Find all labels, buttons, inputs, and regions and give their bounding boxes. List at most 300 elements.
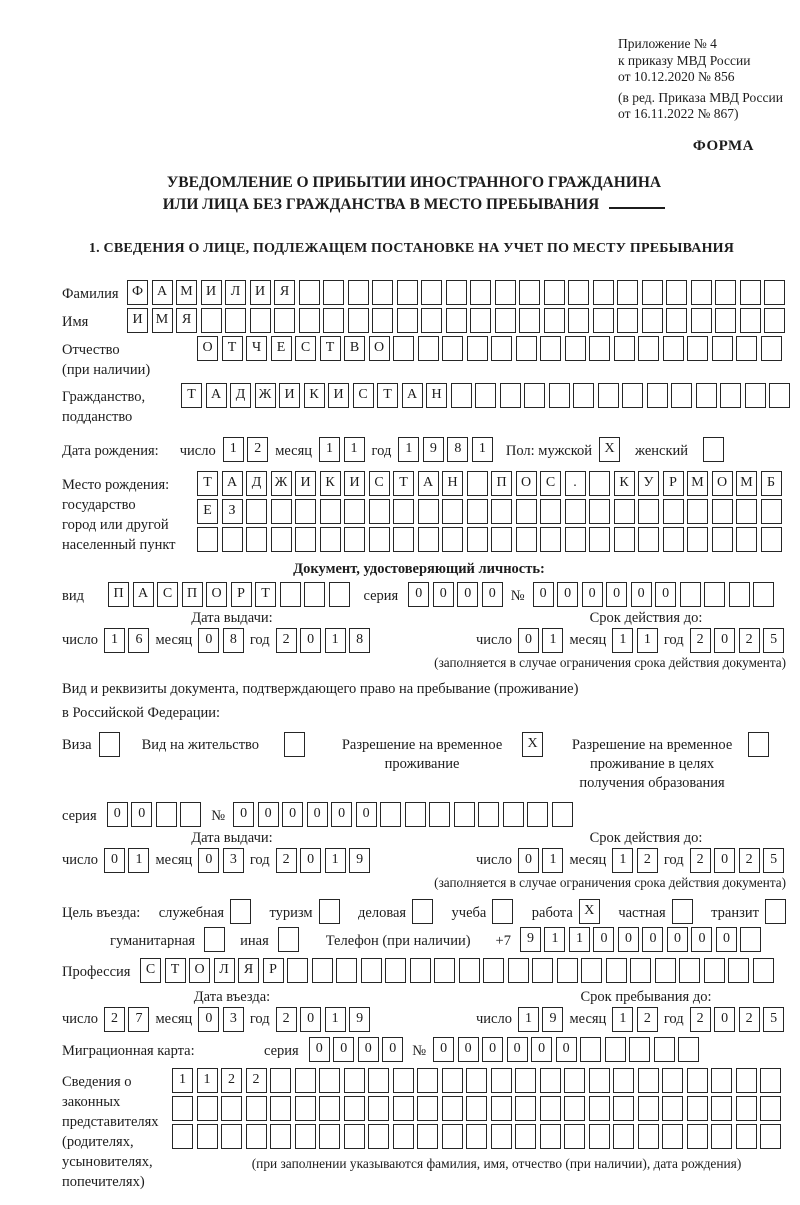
form-cell[interactable] <box>491 336 512 361</box>
form-cell[interactable] <box>299 308 320 333</box>
checkbox[interactable] <box>278 927 299 952</box>
form-cell[interactable] <box>319 1096 340 1121</box>
form-cell[interactable] <box>470 308 491 333</box>
form-cell[interactable] <box>580 1037 601 1062</box>
form-cell[interactable] <box>593 280 614 305</box>
form-cell[interactable] <box>478 802 499 827</box>
form-cell[interactable]: С <box>369 471 390 496</box>
form-cell[interactable]: 0 <box>507 1037 528 1062</box>
form-cell[interactable] <box>589 336 610 361</box>
form-cell[interactable] <box>271 527 292 552</box>
form-cell[interactable] <box>221 1096 242 1121</box>
form-cell[interactable] <box>527 802 548 827</box>
form-cell[interactable] <box>515 1124 536 1149</box>
form-cell[interactable] <box>565 527 586 552</box>
form-cell[interactable] <box>662 1124 683 1149</box>
form-cell[interactable] <box>715 280 736 305</box>
form-cell[interactable] <box>729 582 750 607</box>
form-cell[interactable] <box>679 958 700 983</box>
checkbox[interactable] <box>412 899 433 924</box>
form-cell[interactable] <box>760 1124 781 1149</box>
form-cell[interactable]: 3 <box>223 1007 244 1032</box>
form-cell[interactable] <box>429 802 450 827</box>
form-cell[interactable] <box>320 527 341 552</box>
form-cell[interactable] <box>753 582 774 607</box>
form-cell[interactable] <box>740 927 761 952</box>
form-cell[interactable]: 8 <box>447 437 468 462</box>
form-cell[interactable]: 1 <box>542 848 563 873</box>
form-cell[interactable]: 1 <box>612 1007 633 1032</box>
form-cell[interactable]: С <box>157 582 178 607</box>
form-cell[interactable]: 1 <box>398 437 419 462</box>
form-cell[interactable] <box>544 280 565 305</box>
form-cell[interactable]: М <box>176 280 197 305</box>
form-cell[interactable] <box>638 499 659 524</box>
form-cell[interactable]: Е <box>271 336 292 361</box>
form-cell[interactable]: А <box>206 383 227 408</box>
form-cell[interactable]: Т <box>181 383 202 408</box>
form-cell[interactable]: 0 <box>557 582 578 607</box>
form-cell[interactable] <box>696 383 717 408</box>
form-cell[interactable] <box>467 499 488 524</box>
form-cell[interactable]: 1 <box>544 927 565 952</box>
form-cell[interactable]: 0 <box>198 628 219 653</box>
form-cell[interactable] <box>764 280 785 305</box>
form-cell[interactable] <box>421 280 442 305</box>
form-cell[interactable] <box>495 280 516 305</box>
checkbox[interactable] <box>204 927 225 952</box>
form-cell[interactable] <box>598 383 619 408</box>
form-cell[interactable] <box>663 336 684 361</box>
form-cell[interactable]: Я <box>238 958 259 983</box>
form-cell[interactable] <box>568 280 589 305</box>
form-cell[interactable] <box>491 1096 512 1121</box>
form-cell[interactable] <box>344 527 365 552</box>
form-cell[interactable]: Ж <box>271 471 292 496</box>
form-cell[interactable] <box>446 280 467 305</box>
form-cell[interactable] <box>736 1096 757 1121</box>
form-cell[interactable] <box>454 802 475 827</box>
form-cell[interactable]: 0 <box>233 802 254 827</box>
checkbox[interactable] <box>230 899 251 924</box>
form-cell[interactable]: 0 <box>482 582 503 607</box>
form-cell[interactable]: 0 <box>582 582 603 607</box>
form-cell[interactable] <box>745 383 766 408</box>
form-cell[interactable] <box>589 1124 610 1149</box>
form-cell[interactable]: С <box>540 471 561 496</box>
form-cell[interactable]: М <box>687 471 708 496</box>
form-cell[interactable] <box>764 308 785 333</box>
form-cell[interactable] <box>540 336 561 361</box>
form-cell[interactable] <box>246 1124 267 1149</box>
form-cell[interactable] <box>503 802 524 827</box>
form-cell[interactable]: П <box>108 582 129 607</box>
form-cell[interactable]: 0 <box>258 802 279 827</box>
form-cell[interactable] <box>593 308 614 333</box>
checkbox[interactable] <box>748 732 769 757</box>
form-cell[interactable] <box>614 527 635 552</box>
checkbox[interactable] <box>672 899 693 924</box>
form-cell[interactable]: 0 <box>691 927 712 952</box>
form-cell[interactable]: 2 <box>276 628 297 653</box>
form-cell[interactable]: 0 <box>556 1037 577 1062</box>
form-cell[interactable] <box>221 1124 242 1149</box>
form-cell[interactable] <box>280 582 301 607</box>
form-cell[interactable] <box>711 1124 732 1149</box>
form-cell[interactable] <box>344 1068 365 1093</box>
form-cell[interactable]: П <box>491 471 512 496</box>
form-cell[interactable]: Л <box>214 958 235 983</box>
form-cell[interactable] <box>712 499 733 524</box>
form-cell[interactable] <box>568 308 589 333</box>
form-cell[interactable]: 1 <box>223 437 244 462</box>
form-cell[interactable] <box>369 499 390 524</box>
form-cell[interactable] <box>687 1124 708 1149</box>
form-cell[interactable] <box>642 308 663 333</box>
form-cell[interactable] <box>295 1096 316 1121</box>
form-cell[interactable]: 0 <box>282 802 303 827</box>
form-cell[interactable]: 0 <box>300 848 321 873</box>
form-cell[interactable]: Т <box>377 383 398 408</box>
form-cell[interactable] <box>393 1068 414 1093</box>
form-cell[interactable] <box>655 958 676 983</box>
form-cell[interactable] <box>678 1037 699 1062</box>
form-cell[interactable] <box>736 499 757 524</box>
form-cell[interactable]: 1 <box>518 1007 539 1032</box>
form-cell[interactable]: 5 <box>763 628 784 653</box>
checkbox[interactable] <box>703 437 724 462</box>
form-cell[interactable] <box>410 958 431 983</box>
checkbox[interactable] <box>99 732 120 757</box>
form-cell[interactable]: 2 <box>276 848 297 873</box>
form-cell[interactable] <box>581 958 602 983</box>
form-cell[interactable] <box>711 1096 732 1121</box>
form-cell[interactable]: З <box>222 499 243 524</box>
form-cell[interactable] <box>687 499 708 524</box>
form-cell[interactable] <box>564 1124 585 1149</box>
form-cell[interactable] <box>647 383 668 408</box>
form-cell[interactable] <box>295 527 316 552</box>
form-cell[interactable] <box>197 1124 218 1149</box>
form-cell[interactable] <box>760 1068 781 1093</box>
form-cell[interactable]: А <box>222 471 243 496</box>
form-cell[interactable]: И <box>201 280 222 305</box>
form-cell[interactable]: 0 <box>518 628 539 653</box>
form-cell[interactable]: 0 <box>198 1007 219 1032</box>
form-cell[interactable]: 1 <box>612 848 633 873</box>
form-cell[interactable] <box>704 582 725 607</box>
form-cell[interactable]: 1 <box>325 1007 346 1032</box>
form-cell[interactable] <box>397 308 418 333</box>
form-cell[interactable]: 2 <box>246 1068 267 1093</box>
form-cell[interactable]: 2 <box>690 1007 711 1032</box>
form-cell[interactable] <box>519 308 540 333</box>
form-cell[interactable]: 2 <box>690 848 711 873</box>
form-cell[interactable] <box>761 499 782 524</box>
form-cell[interactable] <box>319 1068 340 1093</box>
form-cell[interactable] <box>540 1068 561 1093</box>
form-cell[interactable] <box>715 308 736 333</box>
form-cell[interactable] <box>565 336 586 361</box>
form-cell[interactable] <box>736 1068 757 1093</box>
form-cell[interactable] <box>544 308 565 333</box>
form-cell[interactable] <box>524 383 545 408</box>
form-cell[interactable] <box>540 1096 561 1121</box>
form-cell[interactable]: 0 <box>433 1037 454 1062</box>
form-cell[interactable]: 0 <box>631 582 652 607</box>
form-cell[interactable] <box>442 336 463 361</box>
form-cell[interactable] <box>417 1068 438 1093</box>
form-cell[interactable] <box>491 499 512 524</box>
form-cell[interactable] <box>393 336 414 361</box>
form-cell[interactable]: 0 <box>131 802 152 827</box>
form-cell[interactable] <box>613 1068 634 1093</box>
form-cell[interactable] <box>589 1096 610 1121</box>
form-cell[interactable] <box>442 499 463 524</box>
form-cell[interactable] <box>662 1068 683 1093</box>
form-cell[interactable] <box>361 958 382 983</box>
form-cell[interactable]: С <box>140 958 161 983</box>
form-cell[interactable]: Р <box>263 958 284 983</box>
form-cell[interactable]: И <box>250 280 271 305</box>
form-cell[interactable] <box>728 958 749 983</box>
form-cell[interactable]: 1 <box>104 628 125 653</box>
form-cell[interactable] <box>299 280 320 305</box>
form-cell[interactable] <box>671 383 692 408</box>
form-cell[interactable] <box>712 527 733 552</box>
form-cell[interactable]: Ж <box>255 383 276 408</box>
form-cell[interactable] <box>687 336 708 361</box>
form-cell[interactable]: И <box>344 471 365 496</box>
form-cell[interactable]: 0 <box>307 802 328 827</box>
form-cell[interactable] <box>557 958 578 983</box>
form-cell[interactable] <box>197 1096 218 1121</box>
form-cell[interactable] <box>638 1068 659 1093</box>
form-cell[interactable] <box>418 527 439 552</box>
form-cell[interactable] <box>466 1096 487 1121</box>
form-cell[interactable] <box>540 1124 561 1149</box>
form-cell[interactable]: 0 <box>300 1007 321 1032</box>
form-cell[interactable] <box>622 383 643 408</box>
form-cell[interactable] <box>495 308 516 333</box>
form-cell[interactable]: К <box>304 383 325 408</box>
form-cell[interactable]: И <box>295 471 316 496</box>
form-cell[interactable] <box>172 1124 193 1149</box>
form-cell[interactable] <box>516 499 537 524</box>
form-cell[interactable] <box>201 308 222 333</box>
form-cell[interactable] <box>500 383 521 408</box>
form-cell[interactable] <box>470 280 491 305</box>
form-cell[interactable]: 1 <box>128 848 149 873</box>
form-cell[interactable] <box>459 958 480 983</box>
form-cell[interactable] <box>617 280 638 305</box>
form-cell[interactable]: 0 <box>382 1037 403 1062</box>
form-cell[interactable]: Ч <box>246 336 267 361</box>
form-cell[interactable] <box>466 1068 487 1093</box>
form-cell[interactable]: Т <box>393 471 414 496</box>
form-cell[interactable]: 2 <box>739 1007 760 1032</box>
form-cell[interactable] <box>662 1096 683 1121</box>
form-cell[interactable]: 2 <box>276 1007 297 1032</box>
form-cell[interactable]: 0 <box>593 927 614 952</box>
form-cell[interactable]: Н <box>442 471 463 496</box>
form-cell[interactable]: 0 <box>533 582 554 607</box>
form-cell[interactable]: 0 <box>518 848 539 873</box>
form-cell[interactable] <box>638 527 659 552</box>
form-cell[interactable] <box>613 1096 634 1121</box>
form-cell[interactable] <box>372 308 393 333</box>
form-cell[interactable] <box>589 499 610 524</box>
form-cell[interactable]: А <box>133 582 154 607</box>
form-cell[interactable]: 0 <box>642 927 663 952</box>
form-cell[interactable]: О <box>712 471 733 496</box>
form-cell[interactable] <box>344 1124 365 1149</box>
form-cell[interactable]: М <box>152 308 173 333</box>
form-cell[interactable] <box>761 336 782 361</box>
form-cell[interactable] <box>466 1124 487 1149</box>
form-cell[interactable]: 0 <box>358 1037 379 1062</box>
form-cell[interactable]: 3 <box>223 848 244 873</box>
form-cell[interactable]: 0 <box>655 582 676 607</box>
form-cell[interactable]: О <box>369 336 390 361</box>
form-cell[interactable] <box>156 802 177 827</box>
checkbox[interactable]: X <box>522 732 543 757</box>
form-cell[interactable] <box>720 383 741 408</box>
form-cell[interactable] <box>467 336 488 361</box>
form-cell[interactable] <box>348 280 369 305</box>
form-cell[interactable]: Т <box>222 336 243 361</box>
form-cell[interactable] <box>385 958 406 983</box>
form-cell[interactable] <box>663 499 684 524</box>
form-cell[interactable] <box>393 499 414 524</box>
form-cell[interactable]: И <box>328 383 349 408</box>
form-cell[interactable]: 9 <box>423 437 444 462</box>
form-cell[interactable] <box>605 1037 626 1062</box>
form-cell[interactable] <box>393 1124 414 1149</box>
form-cell[interactable]: 0 <box>606 582 627 607</box>
form-cell[interactable]: 0 <box>104 848 125 873</box>
form-cell[interactable] <box>687 527 708 552</box>
form-cell[interactable] <box>687 1068 708 1093</box>
form-cell[interactable] <box>614 336 635 361</box>
form-cell[interactable] <box>442 527 463 552</box>
form-cell[interactable]: Т <box>320 336 341 361</box>
form-cell[interactable]: 0 <box>457 582 478 607</box>
form-cell[interactable]: У <box>638 471 659 496</box>
form-cell[interactable]: Т <box>165 958 186 983</box>
form-cell[interactable] <box>666 280 687 305</box>
form-cell[interactable] <box>760 1096 781 1121</box>
form-cell[interactable] <box>434 958 455 983</box>
form-cell[interactable]: 1 <box>172 1068 193 1093</box>
form-cell[interactable]: И <box>279 383 300 408</box>
form-cell[interactable]: 0 <box>458 1037 479 1062</box>
checkbox[interactable] <box>319 899 340 924</box>
form-cell[interactable]: . <box>565 471 586 496</box>
form-cell[interactable]: П <box>182 582 203 607</box>
form-cell[interactable]: 0 <box>433 582 454 607</box>
form-cell[interactable] <box>589 1068 610 1093</box>
form-cell[interactable] <box>630 958 651 983</box>
form-cell[interactable]: Б <box>761 471 782 496</box>
form-cell[interactable]: 1 <box>344 437 365 462</box>
form-cell[interactable]: 1 <box>472 437 493 462</box>
form-cell[interactable]: Д <box>230 383 251 408</box>
form-cell[interactable] <box>491 527 512 552</box>
form-cell[interactable] <box>642 280 663 305</box>
form-cell[interactable]: 7 <box>128 1007 149 1032</box>
form-cell[interactable]: 0 <box>107 802 128 827</box>
form-cell[interactable]: 0 <box>531 1037 552 1062</box>
form-cell[interactable]: 0 <box>198 848 219 873</box>
checkbox[interactable] <box>284 732 305 757</box>
form-cell[interactable]: 1 <box>612 628 633 653</box>
form-cell[interactable]: Я <box>274 280 295 305</box>
form-cell[interactable] <box>680 582 701 607</box>
form-cell[interactable]: 0 <box>714 628 735 653</box>
form-cell[interactable] <box>711 1068 732 1093</box>
form-cell[interactable] <box>312 958 333 983</box>
form-cell[interactable]: Л <box>225 280 246 305</box>
form-cell[interactable] <box>397 280 418 305</box>
form-cell[interactable] <box>446 308 467 333</box>
form-cell[interactable]: 9 <box>520 927 541 952</box>
form-cell[interactable]: К <box>320 471 341 496</box>
form-cell[interactable] <box>405 802 426 827</box>
form-cell[interactable] <box>564 1096 585 1121</box>
form-cell[interactable] <box>393 1096 414 1121</box>
form-cell[interactable] <box>516 527 537 552</box>
form-cell[interactable] <box>736 527 757 552</box>
form-cell[interactable] <box>250 308 271 333</box>
checkbox[interactable]: X <box>599 437 620 462</box>
form-cell[interactable]: 1 <box>542 628 563 653</box>
form-cell[interactable] <box>617 308 638 333</box>
form-cell[interactable] <box>552 802 573 827</box>
form-cell[interactable] <box>368 1124 389 1149</box>
form-cell[interactable] <box>687 1096 708 1121</box>
form-cell[interactable]: 1 <box>319 437 340 462</box>
form-cell[interactable] <box>418 336 439 361</box>
form-cell[interactable]: 2 <box>690 628 711 653</box>
form-cell[interactable] <box>336 958 357 983</box>
form-cell[interactable] <box>172 1096 193 1121</box>
form-cell[interactable] <box>638 1124 659 1149</box>
form-cell[interactable] <box>451 383 472 408</box>
form-cell[interactable] <box>589 471 610 496</box>
form-cell[interactable]: Р <box>663 471 684 496</box>
form-cell[interactable]: 2 <box>637 848 658 873</box>
form-cell[interactable]: 5 <box>763 848 784 873</box>
form-cell[interactable]: 2 <box>739 628 760 653</box>
form-cell[interactable] <box>638 1096 659 1121</box>
form-cell[interactable]: Р <box>231 582 252 607</box>
form-cell[interactable]: Я <box>176 308 197 333</box>
form-cell[interactable]: К <box>614 471 635 496</box>
form-cell[interactable]: Т <box>197 471 218 496</box>
form-cell[interactable]: М <box>736 471 757 496</box>
form-cell[interactable] <box>475 383 496 408</box>
form-cell[interactable] <box>442 1068 463 1093</box>
form-cell[interactable] <box>736 336 757 361</box>
form-cell[interactable]: А <box>402 383 423 408</box>
form-cell[interactable] <box>246 499 267 524</box>
form-cell[interactable] <box>323 308 344 333</box>
form-cell[interactable] <box>271 499 292 524</box>
form-cell[interactable] <box>274 308 295 333</box>
form-cell[interactable] <box>421 308 442 333</box>
checkbox[interactable] <box>492 899 513 924</box>
